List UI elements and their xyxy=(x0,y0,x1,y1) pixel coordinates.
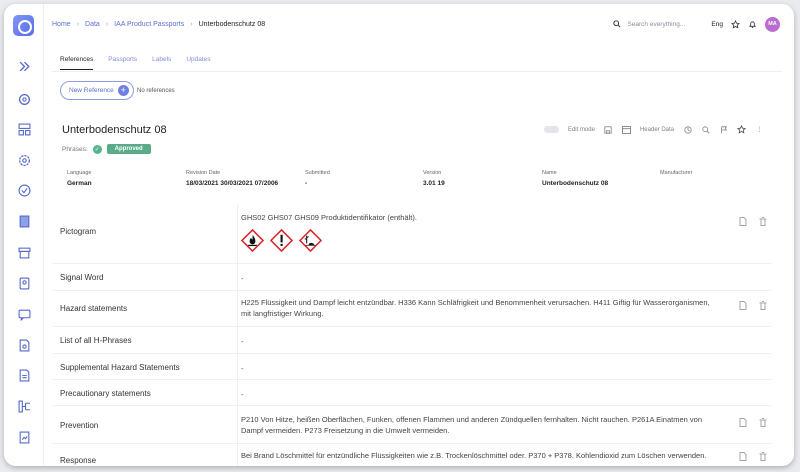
meta-name xyxy=(542,170,608,187)
tab-divider xyxy=(52,71,782,72)
breadcrumb-separator-icon: › xyxy=(190,20,193,28)
document-icon[interactable] xyxy=(15,212,33,230)
more-icon[interactable]: ⋮ xyxy=(756,127,763,133)
meta-value: 3.01 19 xyxy=(423,180,445,187)
delete-icon[interactable] xyxy=(759,418,768,428)
document-icon[interactable] xyxy=(739,217,748,227)
row-value: P210 Von Hitze, heißen Oberflächen, Funken, offenen Flammen und anderen Zündquellen fernhalten. Nicht rauchen. P261A Einatmen von Dampf vermeiden. P273 Freisetzung in die Umwelt vermeiden. xyxy=(241,415,702,435)
table-row-hazard-statements xyxy=(52,291,772,327)
document-icon[interactable] xyxy=(739,452,748,462)
row-value: - xyxy=(241,390,244,399)
chat-icon[interactable] xyxy=(15,305,33,323)
logo-icon[interactable] xyxy=(13,15,34,36)
row-label: List of all H-Phrases xyxy=(60,336,132,345)
status-badge: Approved xyxy=(107,144,151,154)
report-icon[interactable] xyxy=(15,428,33,446)
breadcrumb-home[interactable]: Home xyxy=(52,20,71,28)
search-icon[interactable] xyxy=(15,90,33,108)
phrases-status xyxy=(62,144,151,154)
app-window xyxy=(4,4,794,466)
meta-language xyxy=(67,170,92,187)
breadcrumb-separator-icon: › xyxy=(105,20,109,28)
search-icon xyxy=(613,20,621,28)
plus-icon: + xyxy=(118,85,129,96)
meta-version xyxy=(423,170,445,187)
row-label: Precautionary statements xyxy=(60,389,151,398)
tab-references[interactable]: References xyxy=(60,56,93,70)
delete-icon[interactable] xyxy=(759,301,768,311)
edit-mode-label: Edit mode xyxy=(567,126,595,133)
meta-label: Version xyxy=(423,170,442,176)
meta-value: - xyxy=(305,180,308,187)
archive-icon[interactable] xyxy=(15,243,33,261)
delete-icon[interactable] xyxy=(759,217,768,227)
breadcrumb-separator-icon: › xyxy=(76,20,80,28)
row-label: Supplemental Hazard Statements xyxy=(60,363,180,372)
meta-value: 18/03/2021 30/03/2021 07/2006 xyxy=(186,180,279,187)
meta-label: Submitted xyxy=(305,170,330,176)
new-reference-button[interactable] xyxy=(60,81,134,100)
meta-value: German xyxy=(67,180,92,187)
check-icon[interactable] xyxy=(15,181,33,199)
document-icon[interactable] xyxy=(739,418,748,428)
save-icon[interactable] xyxy=(604,125,613,134)
delete-icon[interactable] xyxy=(759,452,768,462)
breadcrumb-current: Unterbodenschutz 08 xyxy=(198,20,266,28)
topbar xyxy=(44,4,794,44)
bell-icon[interactable] xyxy=(748,20,757,29)
no-references-text: No references xyxy=(137,88,175,94)
exclamation-pictogram-icon xyxy=(270,229,293,252)
edit-mode-toggle[interactable] xyxy=(544,126,559,133)
tab-updates[interactable]: Updates xyxy=(186,56,211,63)
meta-label: Manufacturer xyxy=(660,170,693,176)
breadcrumb-passports[interactable]: IAA Product Passports xyxy=(114,20,185,28)
row-value: H225 Flüssigkeit und Dampf leicht entzündbar. H336 Kann Schläfrigkeit und Benommenheit verursachen. H411 Giftig für Wasserorganismen, mit langfristiger Wirkung. xyxy=(241,298,710,318)
row-value: - xyxy=(241,337,244,346)
meta-manufacturer xyxy=(660,170,692,180)
new-reference-label: New Reference xyxy=(69,87,114,94)
search-placeholder: Search everything... xyxy=(627,20,686,28)
zoom-icon[interactable] xyxy=(701,125,710,134)
file-icon[interactable] xyxy=(15,336,33,354)
environment-pictogram-icon xyxy=(299,229,322,252)
row-label: Pictogram xyxy=(60,227,97,236)
flag-icon[interactable] xyxy=(719,125,728,134)
settings-icon[interactable] xyxy=(15,151,33,169)
search-input[interactable] xyxy=(613,20,703,28)
flow-icon[interactable] xyxy=(15,397,33,415)
table-row-response xyxy=(52,444,772,466)
table-row-precautionary xyxy=(52,380,772,406)
row-value: - xyxy=(241,364,244,373)
flame-pictogram-icon xyxy=(241,229,264,252)
expand-icon[interactable] xyxy=(15,57,33,75)
row-value: - xyxy=(241,274,244,283)
language-selector[interactable]: Eng xyxy=(711,20,723,28)
row-value-text: GHS02 GHS07 GHS09 Produktidentifikator (enthält). xyxy=(241,213,417,222)
avatar[interactable]: MA xyxy=(765,17,780,32)
row-actions xyxy=(739,217,768,227)
row-value: Bei Brand Löschmittel für entzündliche Flüssigkeiten wie z.B. Trockenlöschmittel oder. P370 + P378. Kohlendioxid zum Löschen verwenden. xyxy=(241,451,707,460)
table-row-h-phrases xyxy=(52,327,772,354)
breadcrumb xyxy=(44,21,265,28)
meta-revision-date xyxy=(186,170,278,187)
phrase-table xyxy=(52,204,772,466)
table-row-supplemental xyxy=(52,354,772,380)
table-row-signal-word xyxy=(52,264,772,291)
header-data-icon[interactable] xyxy=(622,125,631,134)
row-actions xyxy=(739,452,768,462)
meta-value: Unterbodenschutz 08 xyxy=(542,180,609,187)
tab-passports[interactable]: Passports xyxy=(108,56,138,63)
dashboard-icon[interactable] xyxy=(15,120,33,138)
tab-bar xyxy=(60,56,226,70)
meta-submitted xyxy=(305,170,330,187)
passport-icon[interactable] xyxy=(15,274,33,292)
row-actions xyxy=(739,301,768,311)
check-circle-icon: ✓ xyxy=(94,146,100,153)
sidebar xyxy=(4,4,44,466)
favorite-icon[interactable] xyxy=(737,125,746,134)
document-icon[interactable] xyxy=(739,301,748,311)
table-row-pictogram xyxy=(52,204,772,264)
row-label: Response xyxy=(60,456,97,465)
row-label: Hazard statements xyxy=(60,304,128,313)
file-alt-icon[interactable] xyxy=(15,366,33,384)
meta-label: Revision Date xyxy=(186,170,221,176)
phrases-label: Phrases: xyxy=(62,145,88,153)
meta-label: Language xyxy=(67,170,92,176)
header-data-label[interactable]: Header Data xyxy=(639,126,674,133)
breadcrumb-data[interactable]: Data xyxy=(85,20,100,28)
meta-label: Name xyxy=(542,170,557,176)
page-title: Unterbodenschutz 08 xyxy=(62,124,167,136)
document-actions xyxy=(544,125,764,134)
row-label: Signal Word xyxy=(60,273,104,282)
tab-labels[interactable]: Labels xyxy=(152,56,172,63)
table-row-prevention xyxy=(52,406,772,444)
row-value xyxy=(241,212,712,252)
ghs-pictograms xyxy=(241,229,712,252)
row-label: Prevention xyxy=(60,421,99,430)
history-icon[interactable] xyxy=(683,125,692,134)
row-actions xyxy=(739,418,768,428)
star-icon[interactable] xyxy=(731,20,740,29)
